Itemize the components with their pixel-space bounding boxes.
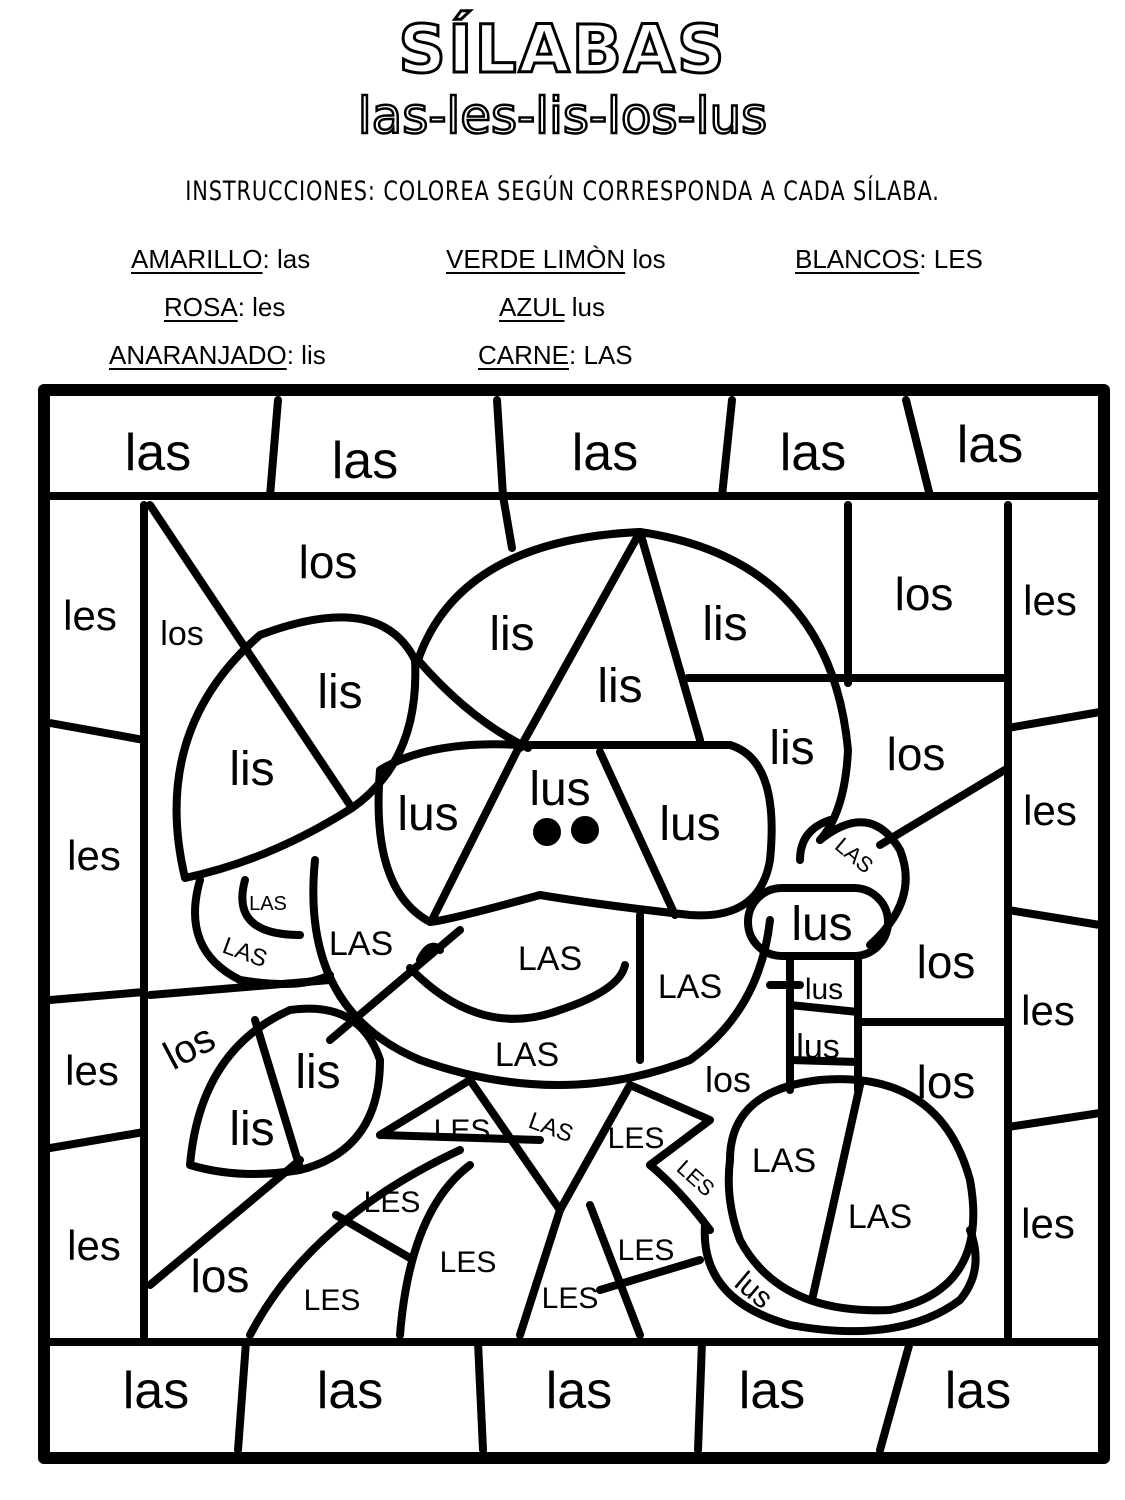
legend-carne: CARNE: LAS (478, 340, 633, 370)
label-bg-los-9: los (190, 1250, 250, 1302)
label-ear-1: LAS (249, 893, 287, 915)
label-bat-1: lus (791, 898, 853, 951)
label-top-1: las (124, 424, 192, 482)
label-glove-lus: lus (728, 1265, 779, 1316)
legend-amarillo: AMARILLO: las (131, 244, 311, 274)
label-bill-1: lis (317, 666, 363, 719)
left-hand (190, 1009, 380, 1174)
instructions-text: INSTRUCCIONES: COLOREA SEGÚN CORRESPONDA A CADA SÍLABA. (185, 176, 940, 207)
label-face-3: LAS (657, 968, 723, 1006)
label-bottom-3: las (545, 1362, 613, 1420)
label-face-1: LAS (328, 925, 394, 963)
label-bg-los-5: los (916, 936, 976, 988)
label-shirt-3: LES (671, 1154, 720, 1202)
label-bottom-4: las (738, 1362, 806, 1420)
legend-azul: AZUL lus (499, 292, 605, 322)
label-glove-1: LAS (751, 1142, 817, 1180)
label-face-4: LAS (494, 1036, 560, 1074)
label-bg-los-2: los (160, 615, 204, 653)
label-right-1: les (1023, 577, 1077, 624)
label-hand-1: lis (295, 1046, 341, 1099)
label-glove-2: LAS (847, 1198, 913, 1236)
legend-blancos: BLANCOS: LES (795, 244, 983, 274)
label-bat-2: lus (804, 973, 844, 1006)
label-left-1: les (63, 592, 117, 639)
label-shirt-1: LES (433, 1114, 491, 1147)
label-bg-los-4: los (886, 728, 946, 780)
label-mask-3: lus (659, 798, 721, 851)
label-bg-los-1: los (298, 536, 358, 588)
label-bottom-1: las (122, 1362, 190, 1420)
worksheet-title: SÍLABAS (398, 11, 727, 88)
label-right-4: les (1021, 1200, 1075, 1247)
label-hat-4: lis (769, 722, 815, 775)
label-bg-los-7: los (704, 1059, 752, 1100)
label-bg-los-6: los (916, 1056, 976, 1108)
label-face-2: LAS (517, 940, 583, 978)
legend-verde-limon: VERDE LIMÒN los (446, 244, 666, 274)
label-mask-1: lus (397, 788, 459, 841)
legend-rosa: ROSA: les (164, 292, 286, 322)
label-right-2: les (1023, 787, 1077, 834)
label-top-5: las (956, 416, 1024, 474)
label-bat-3: lus (796, 1028, 840, 1066)
label-shirt-2: LES (607, 1122, 665, 1155)
label-shirt-6: LES (617, 1234, 675, 1267)
label-bg-los-3: los (894, 568, 954, 620)
label-bottom-2: las (316, 1362, 384, 1420)
label-bottom-5: las (944, 1362, 1012, 1420)
label-top-4: las (779, 424, 847, 482)
label-bg-los-8: los (156, 1015, 223, 1079)
label-ear-3: LAS (830, 832, 879, 879)
label-hand-2: lis (229, 1103, 275, 1156)
worksheet-subtitle: las-les-lis-los-lus (357, 87, 768, 145)
label-ear-2: LAS (218, 932, 271, 974)
label-collar-las: LAS (524, 1107, 577, 1149)
label-hat-2: lis (597, 660, 643, 713)
label-hat-1: lis (489, 608, 535, 661)
legend-anaranjado: ANARANJADO: lis (109, 340, 326, 370)
label-shirt-5: LES (439, 1246, 497, 1279)
label-mask-2: lus (529, 763, 591, 816)
label-shirt-4: LES (363, 1186, 421, 1219)
label-right-3: les (1021, 987, 1075, 1034)
label-bill-2: lis (229, 743, 275, 796)
label-left-2: les (67, 832, 121, 879)
label-top-3: las (571, 424, 639, 482)
label-left-3: les (65, 1047, 119, 1094)
label-shirt-7: LES (303, 1284, 361, 1317)
label-shirt-8: LES (541, 1282, 599, 1315)
label-hat-3: lis (702, 598, 748, 651)
label-top-2: las (331, 432, 399, 490)
label-left-4: les (67, 1222, 121, 1269)
